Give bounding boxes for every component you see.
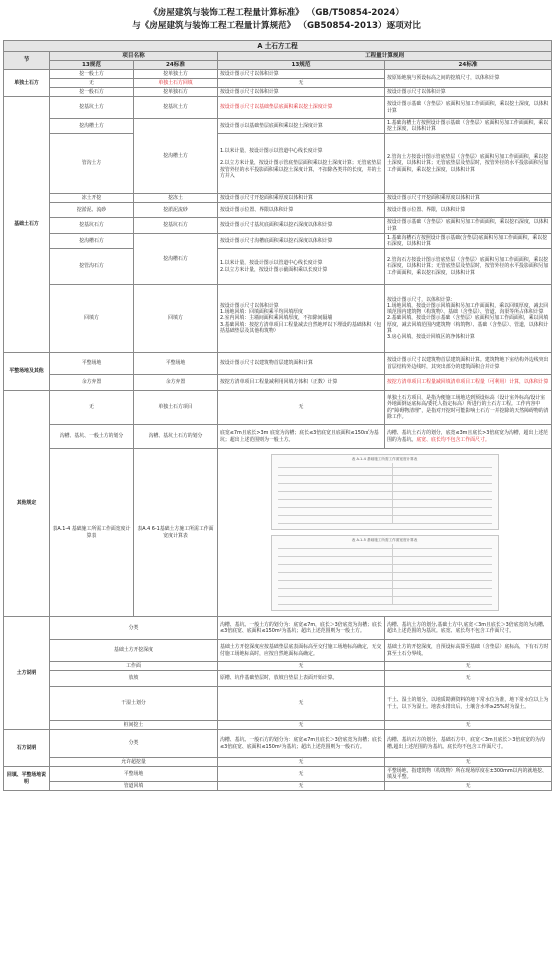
cell-rule-24: 2.管沟土方按设计图示管底垫层（含垫层）底面积另加工作面面积，乘以挖土深度，以体积计算；无管底垫层及垫层时，按管外径的水平投影面积另加工作面面积，乘以挖土深度，以体积计算 [385, 134, 552, 194]
group-label: 其他规定 [4, 391, 50, 617]
cell-rule-13: 无 [218, 767, 385, 782]
group-label: 单独土石方 [4, 70, 50, 97]
cell-item-13: 管沟土方 [50, 134, 134, 194]
cell-rule-13: 基础土方开挖深度应按基础垫层底表面标高至交付施工场地标高确定，无交付施工场地标高时，应按自然地面标高确定。 [218, 640, 385, 662]
cell-rule-13: 原槽、坑作基础垫层时，放坡自垫层上表面开始计算。 [218, 671, 385, 687]
cell-item-24: 挖沟槽石方 [134, 234, 218, 285]
cell-item: 分类 [50, 730, 218, 758]
cell-item-24: 余方弃置 [134, 375, 218, 391]
cell-item-24: 挖单独石方 [134, 88, 218, 97]
cell-item: 分类 [50, 617, 218, 640]
cell-item-13: 沟槽、基坑、一般土方的划分 [50, 425, 134, 449]
col-header-rule-13: 13规范 [218, 61, 385, 70]
table-row [4, 391, 552, 425]
cell-rule-24: 按挖方清单项目工程量减回填清单项目工程量（可利用）计算，以体积计算 [385, 375, 552, 391]
cell-item-24: 挖基坑石方 [134, 218, 218, 234]
cell-item-24: 表A.4 6-1基础土方施工所需工作面宽度计算表 [134, 449, 218, 617]
cell-rule-13: 沟槽、基坑、一般土方的划分为：底宽≤7m，底长＞3倍底宽为沟槽；底长≤3倍底宽、底面积≤150m²为基坑；超出上述范围则为一般土方。 [218, 617, 385, 640]
cell-item-13: 冻土开挖 [50, 194, 134, 203]
table-image-a1-5 [271, 535, 499, 611]
table-row [4, 767, 552, 782]
cell-rule-13: 按设计图示尺寸基坑底面积乘以挖石深度以体积计算 [218, 218, 385, 234]
table-row [4, 119, 552, 134]
cell-rule-24: 无 [385, 721, 552, 730]
cell-item-24: 回填方 [134, 285, 218, 353]
rule-text: 沟槽、基坑土石方的划分，底宽≤3m且底长>3倍底宽为沟槽，超出上述范围的为基坑。 [387, 430, 549, 443]
cell-rule-13: 无 [218, 721, 385, 730]
cell-rule-13: 按设计图示尺寸以建筑物首层建筑面积计算 [218, 353, 385, 375]
cell-item: 桩间挖土 [50, 721, 218, 730]
cell-item-24: 单独土石方回填 [134, 79, 218, 88]
rule-note-red: 底宽、底长均不包含工作面尺寸。 [416, 436, 490, 443]
cell-item-13: 挖一般石方 [50, 88, 134, 97]
cell-item-13: 挖基坑石方 [50, 218, 134, 234]
cell-item-24: 单独土石方项目 [134, 391, 218, 425]
cell-item: 基础土方开挖深度 [50, 640, 218, 662]
table-row [4, 218, 552, 234]
document-header [0, 0, 553, 40]
figure-caption: 表 A.1-5 基础施工所需工作面宽度计算表 [351, 538, 418, 542]
cell-rule-13: 无 [218, 79, 385, 88]
cell-rule-24: 沟槽、基坑土方的划分,基础土方中,底宽＜3m且底长＞3倍底宽的为沟槽,超出上述范围的为基坑。底宽、底长均不包含工作面尺寸。 [385, 617, 552, 640]
table-row [4, 730, 552, 758]
table-row [4, 70, 552, 79]
group-label: 回填、平整场地说明 [4, 767, 50, 791]
cell-item-13: 挖一般土方 [50, 70, 134, 79]
cell-item-24: 挖淤泥流砂 [134, 203, 218, 218]
group-label: 土方说明 [4, 617, 50, 730]
cell-rule-24: 按设计图示基础（含垫层）底面积另加工作面面积，乘以挖土深度，以体积计算 [385, 97, 552, 119]
cell-item-13: 挖淤泥、流砂 [50, 203, 134, 218]
cell-rule-24: 按设计图示尺寸，以体积计算： 1.场地回填，按设计图示回填面积另加工作面面积，乘以回填厚度，减去回填范围内建筑物（构筑物）、基础（含垫层）、管道、沟渠等所占体积计算 2.基础回填，按设计图示基础（含垫层）底面积另加工作面面积，乘以回填厚度，减去回填范围内建筑物（构筑物）、基础（含垫层）、管道，以体积计算 3.房心回填，按设计回填区的净体积计算 [385, 285, 552, 353]
document-title-line1: 《房屋建筑与装饰工程工程量计算标准》 （GB/T50854-2024） [149, 8, 404, 18]
col-header-item-name: 项目名称 [50, 52, 218, 61]
cell-rule-24: 2.管沟石方按设计图示管底垫层（含垫层）底面积另加工作面面积，乘以挖石深度，以体积计算；无管底垫层及垫层时，按管外径的水平投影面积另加工作面面积，乘以挖石深度，以体积计算 [385, 249, 552, 285]
cell-rule-13: 底宽≤7m且底长>3m 底宽为沟槽；底长≤3倍底宽且底面积≤150㎡为基坑；超出上述范围则为一般土方。 [218, 425, 385, 449]
cell-rule-24: 按设计图示尺寸开挖面积乘厚度以体积计算 [385, 194, 552, 203]
cell-item-24: 沟槽、基坑土石方的划分 [134, 425, 218, 449]
cell-item: 管道回填 [50, 782, 218, 791]
cell-rule-13: 按设计图示以基础垫层底面积乘以挖土深度计算 [218, 119, 385, 134]
cell-rule-24: 无 [385, 758, 552, 767]
cell-item-13: 无 [50, 391, 134, 425]
table-row [4, 285, 552, 353]
table-row [4, 640, 552, 662]
cell-rule-24: 无 [385, 782, 552, 791]
cell-rule-13: 按设计图示尺寸以体积计算 1.场地回填：回填面积乘平均回填厚度 2.室内回填：主墙间面积乘回填厚度，不扣除间隔墙 3.基础回填：按挖方清单项目工程量减去自然地坪以下埋设的基础体积（包括基础垫层及其他构筑物） [218, 285, 385, 353]
col-header-item-13: 13规范 [50, 61, 134, 70]
cell-item: 放坡 [50, 671, 218, 687]
section-title: A 土石方工程 [4, 41, 552, 52]
figure-caption: 表 A.1-4 基础施工所需工作面宽度计算表 [351, 457, 418, 461]
table-row [4, 758, 552, 767]
table-row [4, 425, 552, 449]
cell-rule-24: 按原始地貌与预设标高之间的挖填尺寸，以体积计算 [385, 70, 552, 88]
cell-rule-24: 按设计图示位置、界限，以体积计算 [385, 203, 552, 218]
cell-item-13: 挖基坑土方 [50, 97, 134, 119]
cell-rule-13: 按设计图示尺寸以体积计算 [218, 88, 385, 97]
cell-rule-13: 按挖方清单项目工程量减利用回填方体积（正数）计算 [218, 375, 385, 391]
cell-rule-13: 无 [218, 782, 385, 791]
cell-rule-24: 基础土方的开挖深度，自预设标高算至基础（含垫层）底标高，下有石方时算至土石分界线。 [385, 640, 552, 662]
cell-item-24: 挖沟槽土方 [134, 119, 218, 194]
group-label: 石方说明 [4, 730, 50, 767]
comparison-table [3, 40, 552, 791]
cell-rule-13: 按设计图示尺寸以基础垫层底面积乘以挖土深度计算 [218, 97, 385, 119]
cell-rule-24: 无 [385, 662, 552, 671]
table-row [4, 617, 552, 640]
table-row [4, 249, 552, 285]
cell-rule-24: 按设计图示基础（含垫层）底面积另加工作面面积，乘以挖石深度，以体积计算 [385, 218, 552, 234]
group-label: 平整场地及其他 [4, 353, 50, 391]
cell-rule-13: 无 [218, 687, 385, 721]
cell-item-24: 平整场地 [134, 353, 218, 375]
cell-rule-13: 按设计图示尺寸以体积计算 [218, 70, 385, 79]
col-header-node: 节 [4, 52, 50, 70]
table-row [4, 88, 552, 97]
cell-rule-24: 沟槽、基坑石方的划分，基础石方中，底宽＜3m且底长＞3倍底宽的为沟槽,超出上述范围的为基坑。底长均不包含工作面尺寸。 [385, 730, 552, 758]
cell-item: 允许超挖量 [50, 758, 218, 767]
cell-rule-13: 按设计图示尺寸开挖面积乘厚度以体积计算 [218, 194, 385, 203]
cell-item: 平整场地 [50, 767, 218, 782]
table-row [4, 721, 552, 730]
table-row [4, 134, 552, 194]
cell-item-13: 余方弃置 [50, 375, 134, 391]
cell-rule-13: 1.以米计量，按设计图示以管道中心线长度计算 2.以立方米计量，按设计图示截面积乘以长度计算 [218, 249, 385, 285]
cell-item: 工作面 [50, 662, 218, 671]
table-row [4, 662, 552, 671]
cell-rule-24: 1.基础沟槽石方按照设计图示基础(含垫层)底面积另加工作面面积，乘以挖石深度，以体积计算 [385, 234, 552, 249]
cell-rule-13: 按设计图示尺寸沟槽底面积乘以挖石深度以体积计算 [218, 234, 385, 249]
cell-item-24: 挖冻土 [134, 194, 218, 203]
cell-item-13: 挖沟槽土方 [50, 119, 134, 134]
cell-rule-13: 按设计图示位置、界限以体积计算 [218, 203, 385, 218]
table-row [4, 687, 552, 721]
cell-rule-24 [385, 425, 552, 449]
cell-item-24: 挖基坑土方 [134, 97, 218, 119]
table-row [4, 97, 552, 119]
table-row [4, 194, 552, 203]
cell-rule-24: 按设计图示尺寸以体积计算 [385, 88, 552, 97]
cell-rule-24: 干土、湿土的划分，以地质勘测资料的地下常水位为准，地下常水位以上为干土，以下为湿土。地表水排出后，土壤含水率≥25%时为湿土。 [385, 687, 552, 721]
col-header-rule: 工程量计算规则 [218, 52, 552, 61]
figure-cell [218, 449, 552, 617]
cell-rule-13: 无 [218, 662, 385, 671]
table-row [4, 203, 552, 218]
cell-rule-13: 沟槽、基坑、一般石方的划分为：底宽≤7m且底长＞3倍底宽为沟槽；底长≤3倍底宽、底面积≤150m²为基坑；超出上述范围则为一般石方。 [218, 730, 385, 758]
cell-item-13: 挖沟槽石方 [50, 234, 134, 249]
cell-item-24: 挖单独土方 [134, 70, 218, 79]
table-row [4, 234, 552, 249]
cell-rule-24: 单独土石方项目，是指为便施工场地达到预设标高（设计室外标高/设计室外地面倒运底标高/委托人指定标高）所进行的土石方工程。工作内容中的“障碍物清理”，是指对开挖时可能影响土石方一并挖除的天然障碍物的清除工作。 [385, 391, 552, 425]
table-row [4, 375, 552, 391]
table-image-a1-4 [271, 454, 499, 530]
group-label: 基础土石方 [4, 97, 50, 353]
table-row [4, 353, 552, 375]
cell-rule-24: 平整场地，指建筑物（构筑物）所在现场厚度在±300mm以内的就地挖、填及平整。 [385, 767, 552, 782]
cell-item-13: 表A.1-4 基础施工所需工作面宽度计算表 [50, 449, 134, 617]
cell-item: 干湿土划分 [50, 687, 218, 721]
cell-item-13: 无 [50, 79, 134, 88]
cell-item-13: 平整场地 [50, 353, 134, 375]
document-title-line2: 与《房屋建筑与装饰工程工程量计算规范》 （GB50854-2013）逐项对比 [132, 21, 421, 31]
cell-rule-24: 按设计图示尺寸以建筑物首层建筑面积计算。建筑物地下室结构外边线突出首层结构外边线时，其突出部分的建筑面积合并计算 [385, 353, 552, 375]
cell-item-13: 挖管沟石方 [50, 249, 134, 285]
table-row [4, 449, 552, 617]
table-row [4, 671, 552, 687]
col-header-item-24: 24标准 [134, 61, 218, 70]
cell-rule-24: 无 [385, 671, 552, 687]
cell-rule-13: 无 [218, 758, 385, 767]
cell-rule-13: 无 [218, 391, 385, 425]
cell-rule-13: 1.以米计量，按设计图示以管道中心线长度计算 2.以立方米计量，按设计图示管底垫层面积乘以挖土深度计算；无管底垫层按管外径的水平投影面积乘以挖土深度计算，不扣除各类井的长度，井的土方并入 [218, 134, 385, 194]
table-row [4, 782, 552, 791]
cell-rule-24: 1.基础沟槽土方按照设计图示基础（含垫层）底面积另加工作面面积，乘以挖土深度，以体积计算 [385, 119, 552, 134]
cell-item-13: 回填方 [50, 285, 134, 353]
col-header-rule-24: 24标准 [385, 61, 552, 70]
